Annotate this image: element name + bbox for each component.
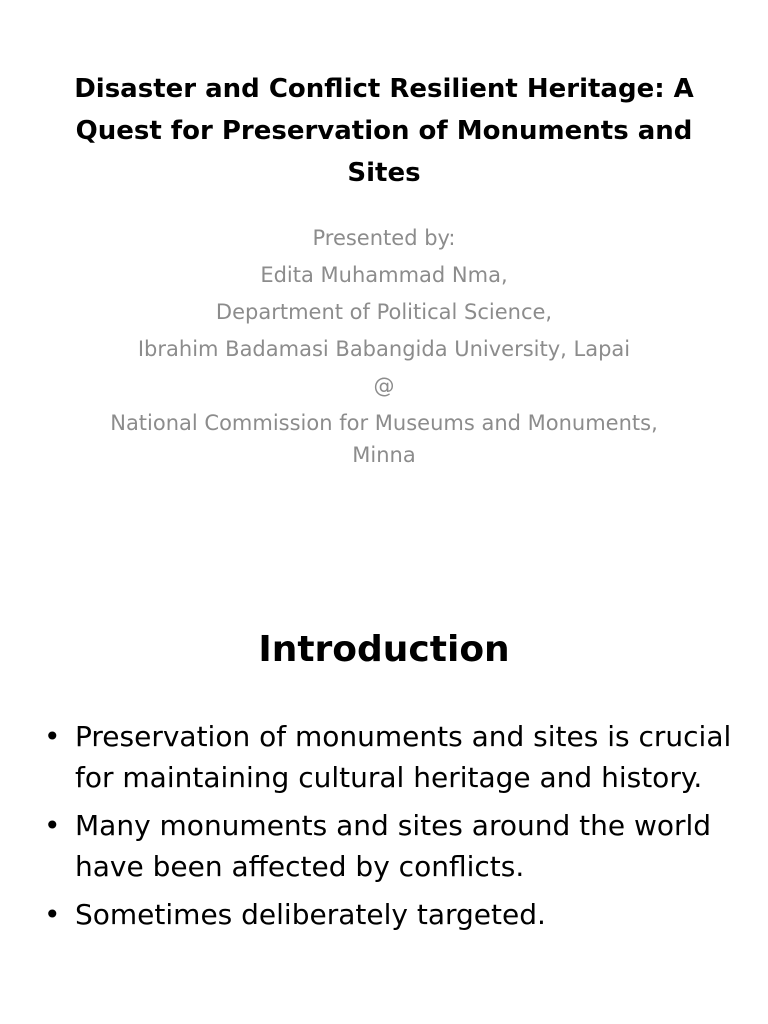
bullet-icon: • (44, 898, 61, 931)
bullet-text: Many monuments and sites around the world have been affected by conflicts. (75, 809, 712, 883)
introduction-slide (0, 512, 768, 1024)
presented-by-label: Presented by: (312, 226, 456, 250)
bullet-text: Preservation of monuments and sites is crucial for maintaining cultural heritage and history. (75, 720, 732, 794)
bullet-icon: • (44, 809, 61, 842)
bullet-item (44, 716, 734, 798)
slide-heading: Introduction (258, 629, 510, 670)
bullet-list (44, 716, 734, 942)
bullet-item (44, 805, 734, 887)
presenter-name: Edita Muhammad Nma, (260, 263, 508, 287)
bullet-icon: • (44, 720, 61, 753)
presenter-organization: National Commission for Museums and Monuments, Minna (110, 411, 658, 467)
presenter-department: Department of Political Science, (215, 300, 553, 324)
presenter-university: Ibrahim Badamasi Babangida University, Lapai (137, 337, 631, 361)
presentation-title: Disaster and Conflict Resilient Heritage: A Quest for Preservation of Monuments and Sites (74, 74, 694, 188)
presenter-info (100, 222, 668, 471)
bullet-item (44, 894, 734, 935)
at-symbol: @ (373, 374, 395, 398)
bullet-text: Sometimes deliberately targeted. (75, 898, 546, 931)
